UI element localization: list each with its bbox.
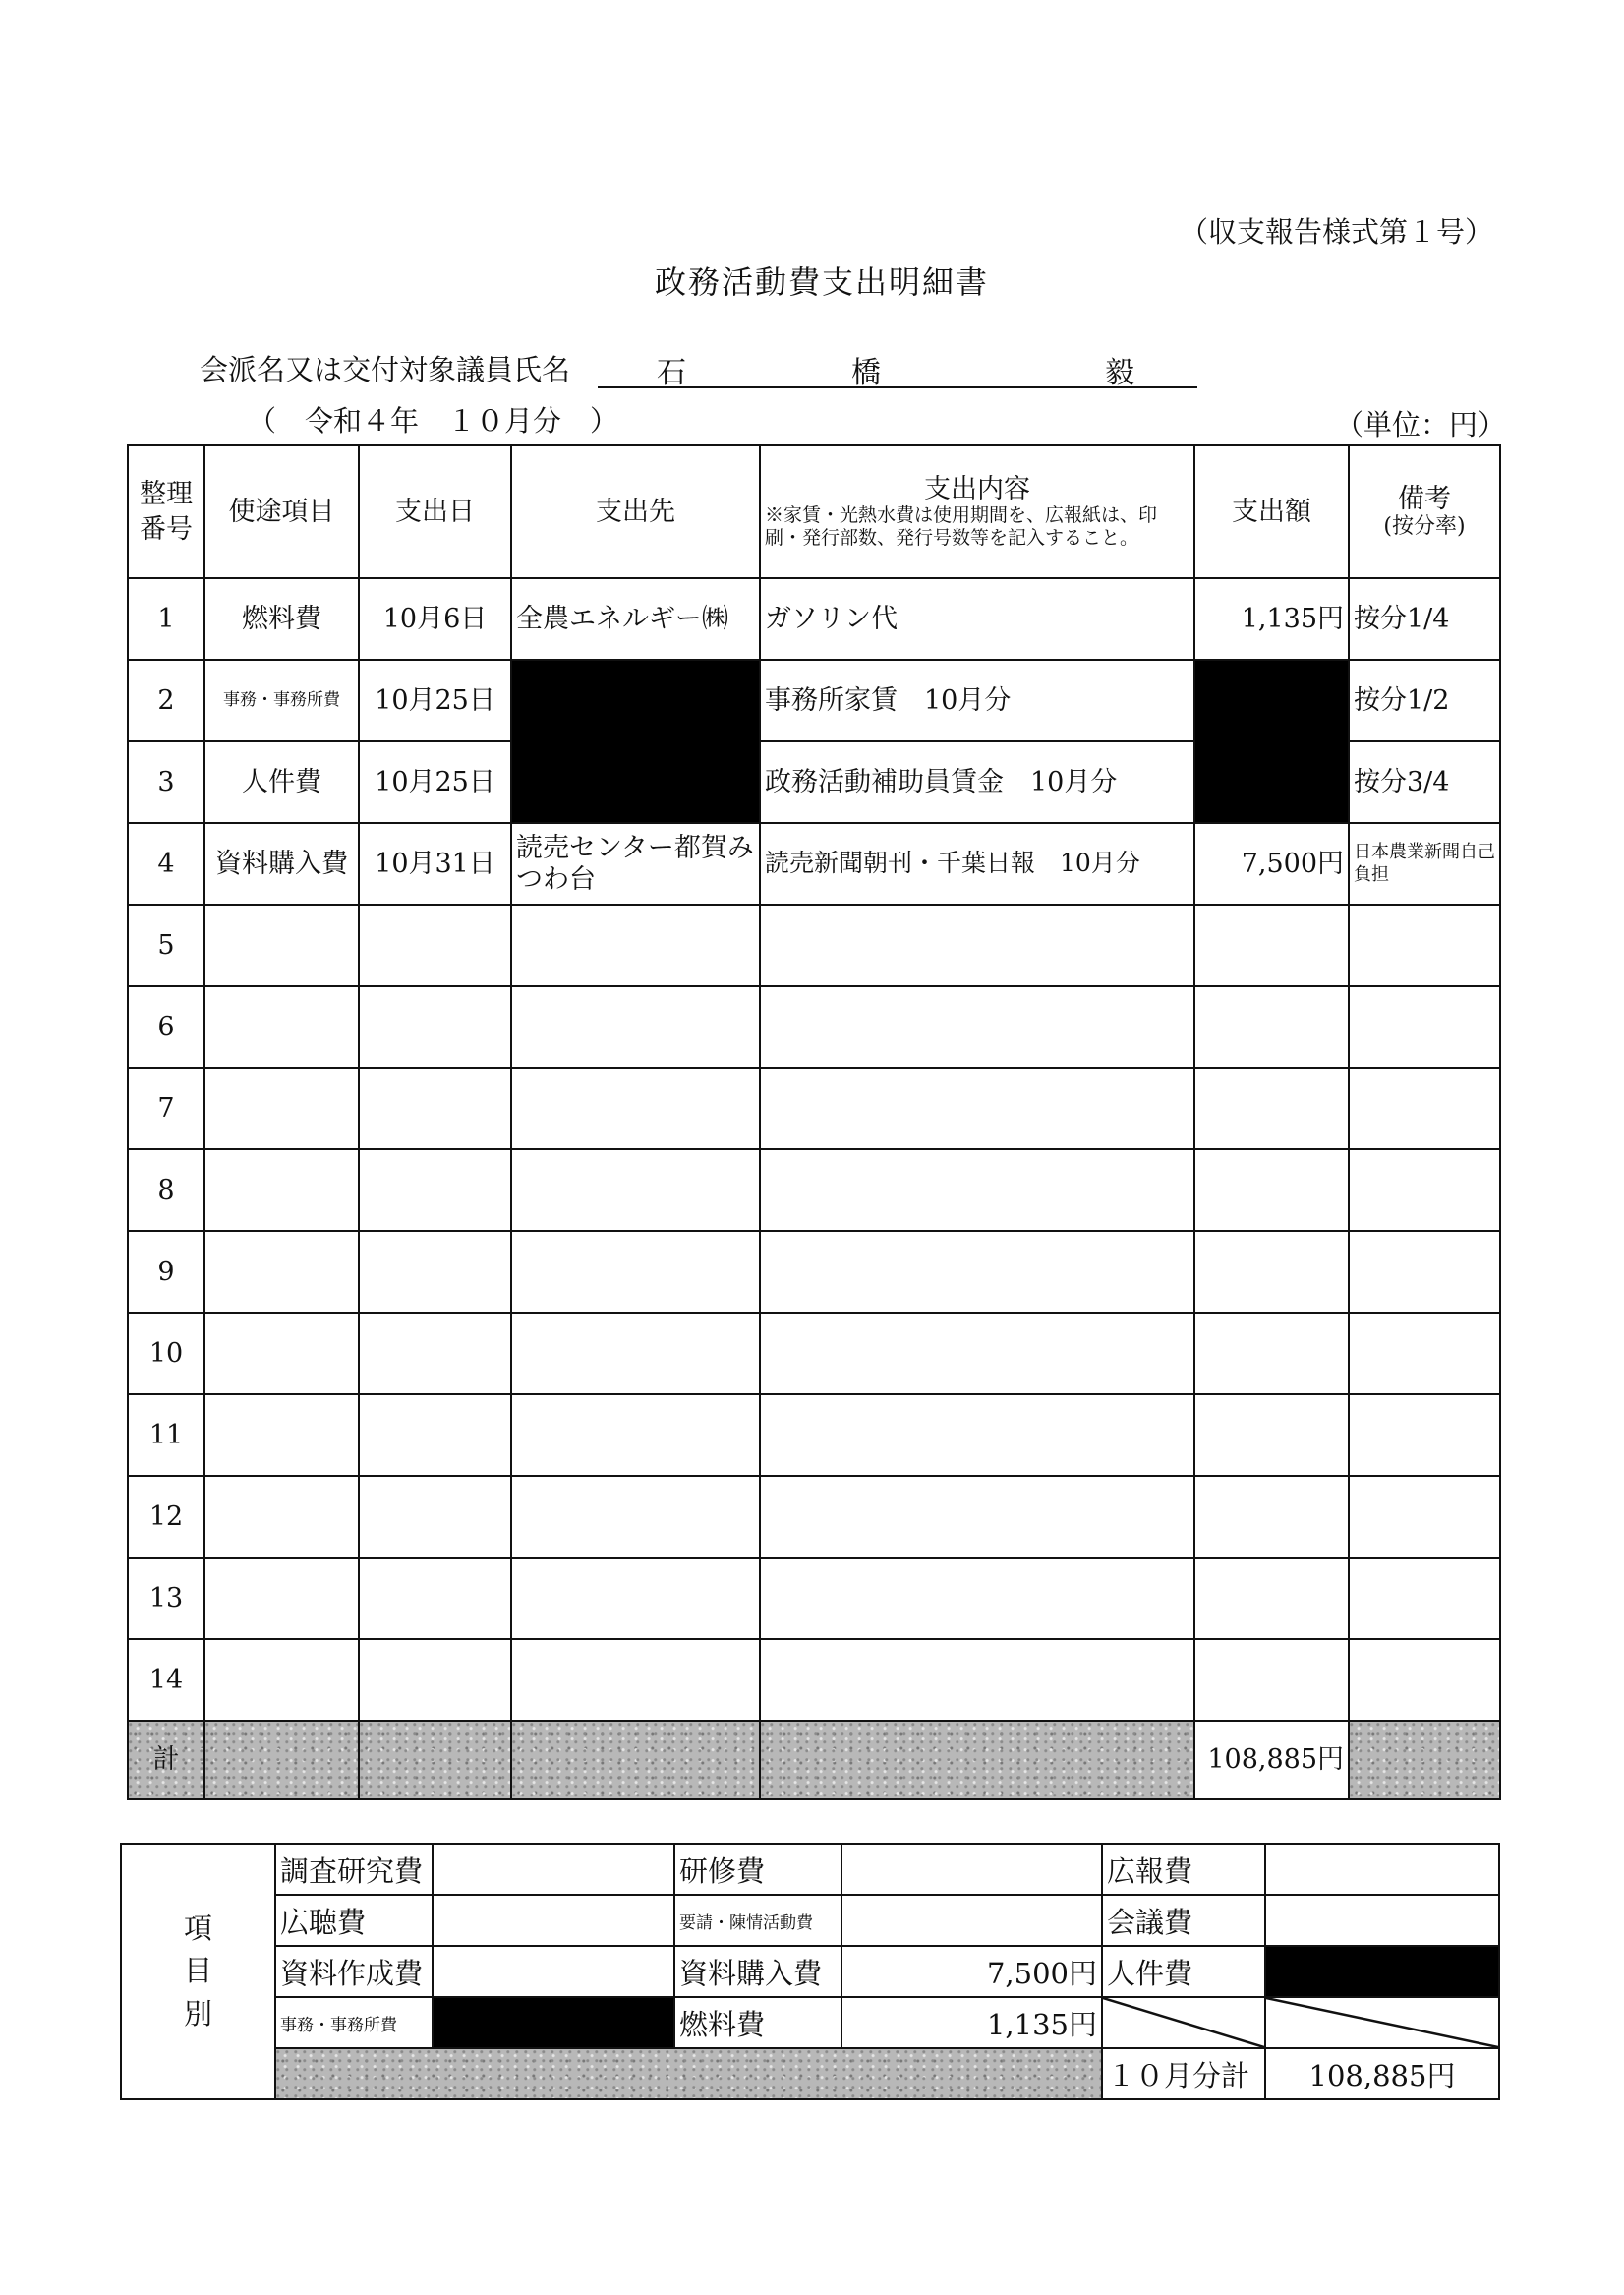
summary-label: 要請・陳情活動費 [674, 1895, 841, 1946]
row-no: 10 [128, 1313, 204, 1394]
table-row [128, 578, 1500, 660]
summary-label: 会議費 [1102, 1895, 1265, 1946]
table-row [128, 1149, 1500, 1231]
header-remarks [1349, 445, 1500, 578]
row-content: 読売新聞朝刊・千葉日報 10月分 [760, 823, 1194, 905]
summary-label: 燃料費 [674, 1997, 841, 2048]
header-no: 整理番号 [128, 445, 204, 578]
summary-label: 広報費 [1102, 1844, 1265, 1895]
summary-label: 資料購入費 [674, 1946, 841, 1997]
summary-value [433, 1895, 674, 1946]
row-date: 10月25日 [359, 741, 511, 823]
row-date: 10月25日 [359, 660, 511, 741]
summary-label: 事務・事務所費 [275, 1997, 433, 2048]
row-amount: 7,500円 [1194, 823, 1349, 905]
summary-label: 研修費 [674, 1844, 841, 1895]
row-amount: 1,135円 [1194, 578, 1349, 660]
row-date: 10月31日 [359, 823, 511, 905]
diagonal-cell [1102, 1997, 1265, 2048]
member-name-char-2: 橋 [851, 356, 881, 390]
row-remarks: 日本農業新聞自己負担 [1349, 823, 1500, 905]
summary-value [433, 1946, 674, 1997]
table-row [128, 1313, 1500, 1394]
row-no: 5 [128, 905, 204, 986]
row-no: 4 [128, 823, 204, 905]
row-no: 1 [128, 578, 204, 660]
summary-row [121, 2048, 1499, 2099]
header-date: 支出日 [359, 445, 511, 578]
header-remarks-sub: (按分率) [1383, 514, 1466, 540]
page-title: 政務活動費支出明細書 [655, 264, 990, 301]
table-row [128, 905, 1500, 986]
member-name-char-3: 毅 [1105, 356, 1134, 390]
row-content: 政務活動補助員賃金 10月分 [760, 741, 1194, 823]
table-row [128, 1231, 1500, 1313]
table-row [128, 1558, 1500, 1639]
diagonal-cell [1265, 1997, 1499, 2048]
row-payee: 全農エネルギー㈱ [511, 578, 760, 660]
row-no: 2 [128, 660, 204, 741]
table-row [128, 1476, 1500, 1558]
row-no: 3 [128, 741, 204, 823]
summary-value: 1,135円 [841, 1997, 1102, 2048]
name-label: 会派名又は交付対象議員氏名 [200, 353, 571, 386]
header-amount: 支出額 [1194, 445, 1349, 578]
header-payee: 支出先 [511, 445, 760, 578]
table-row [128, 1394, 1500, 1476]
shaded-cell [275, 2048, 1102, 2099]
total-row [128, 1721, 1500, 1799]
row-date: 10月6日 [359, 578, 511, 660]
table-header-row [128, 445, 1500, 578]
row-no: 14 [128, 1639, 204, 1721]
row-no: 12 [128, 1476, 204, 1558]
unit-label: （単位：円） [1335, 408, 1507, 441]
table-row [128, 1068, 1500, 1149]
summary-row [121, 1946, 1499, 1997]
summary-value: 7,500円 [841, 1946, 1102, 1997]
redacted-personnel-value [1265, 1946, 1499, 1997]
row-payee: 読売センター都賀みつわ台 [511, 823, 760, 905]
row-no: 7 [128, 1068, 204, 1149]
row-content: 事務所家賃 10月分 [760, 660, 1194, 741]
row-no: 6 [128, 986, 204, 1068]
table-row [128, 1639, 1500, 1721]
row-no: 9 [128, 1231, 204, 1313]
report-period: （ 令和４年 １０月分 ） [248, 404, 619, 438]
summary-label: 資料作成費 [275, 1946, 433, 1997]
summary-value [433, 1844, 674, 1895]
row-category: 事務・事務所費 [204, 660, 359, 741]
row-category: 燃料費 [204, 578, 359, 660]
header-content-note: ※家賃・光熱水費は使用期間を、広報紙は、印刷・発行部数、発行号数等を記入すること。 [765, 504, 1158, 550]
table-row [128, 823, 1500, 905]
total-amount: 108,885円 [1194, 1721, 1349, 1799]
summary-row [121, 1844, 1499, 1895]
summary-value [841, 1895, 1102, 1946]
row-content: ガソリン代 [760, 578, 1194, 660]
row-remarks: 按分1/4 [1349, 578, 1500, 660]
header-category: 使途項目 [204, 445, 359, 578]
summary-row [121, 1997, 1499, 2048]
header-remarks-title: 備考 [1398, 484, 1451, 515]
summary-label: 人件費 [1102, 1946, 1265, 1997]
row-category: 資料購入費 [204, 823, 359, 905]
member-name-char-1: 石 [657, 356, 686, 390]
expense-table [127, 444, 1501, 1800]
row-no: 13 [128, 1558, 204, 1639]
summary-label: 調査研究費 [275, 1844, 433, 1895]
row-no: 8 [128, 1149, 204, 1231]
side-label-char: 目 [183, 1954, 212, 1988]
header-content-title: 支出内容 [924, 474, 1030, 505]
redacted-payee [511, 660, 760, 823]
header-content [760, 445, 1194, 578]
summary-value [841, 1844, 1102, 1895]
row-remarks: 按分1/2 [1349, 660, 1500, 741]
summary-value [1265, 1895, 1499, 1946]
category-summary-table [120, 1843, 1500, 2100]
side-label-char: 項 [183, 1911, 212, 1945]
summary-label: 広聴費 [275, 1895, 433, 1946]
table-row [128, 660, 1500, 741]
side-label-char: 別 [183, 1996, 212, 2030]
total-label: 計 [128, 1721, 204, 1799]
form-number: （収支報告様式第１号） [1180, 215, 1494, 249]
row-no: 11 [128, 1394, 204, 1476]
row-remarks: 按分3/4 [1349, 741, 1500, 823]
table-row [128, 986, 1500, 1068]
summary-row [121, 1895, 1499, 1946]
summary-total-value: 108,885円 [1265, 2048, 1499, 2099]
summary-side-label [121, 1844, 275, 2099]
summary-value [1265, 1844, 1499, 1895]
row-category: 人件費 [204, 741, 359, 823]
summary-total-label: １０月分計 [1102, 2048, 1265, 2099]
redacted-office-value [433, 1997, 674, 2048]
redacted-amount [1194, 660, 1349, 823]
